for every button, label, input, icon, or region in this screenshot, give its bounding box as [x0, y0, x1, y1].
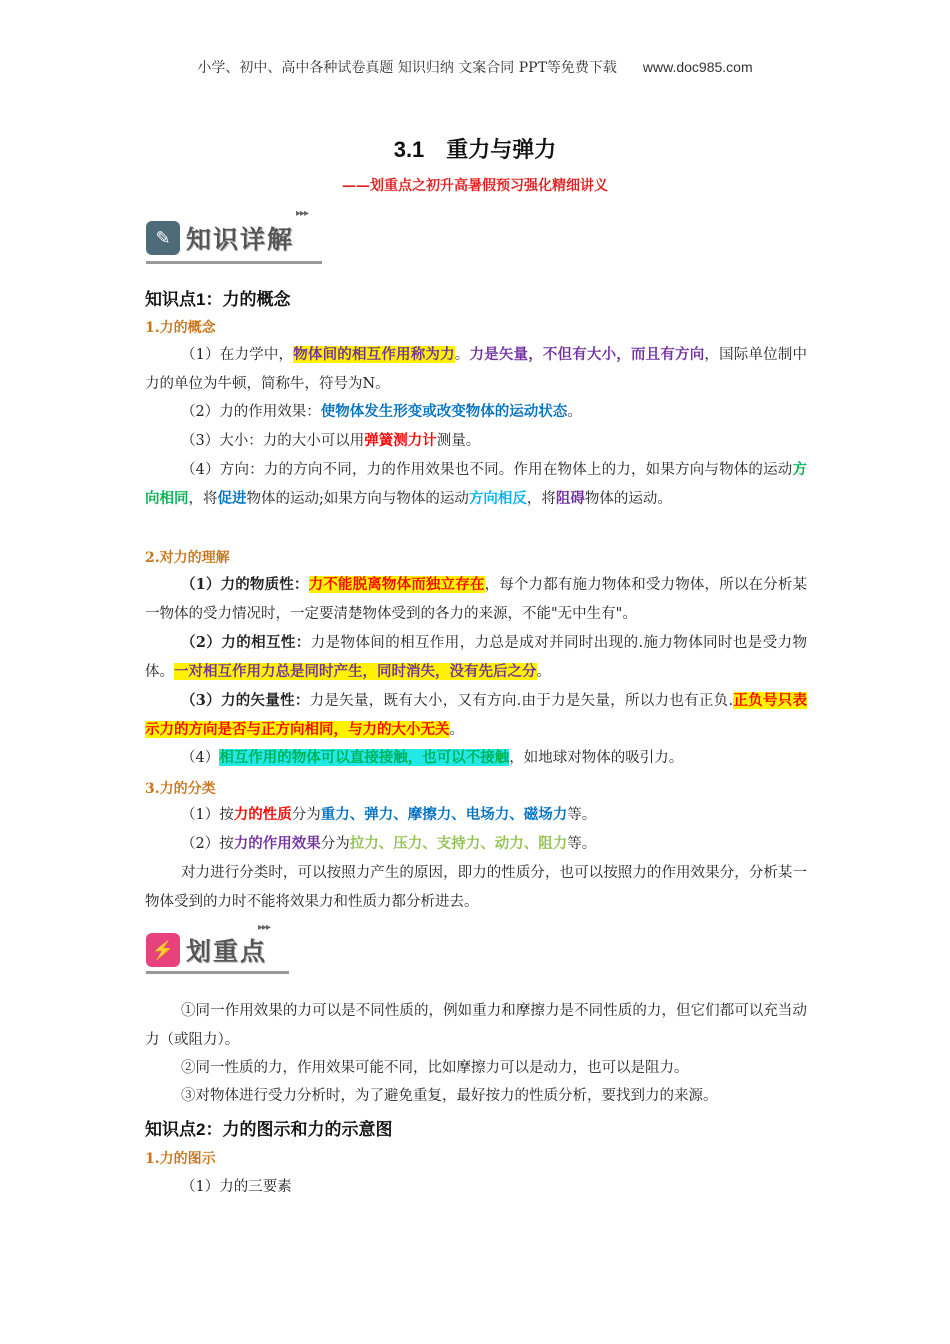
pencil-icon: ✎ [146, 221, 180, 255]
knowledge-badge [146, 208, 324, 258]
page-header [0, 57, 950, 77]
keypoint-3: ③对物体进行受力分析时，为了避免重复，最好按力的性质分析，要找到力的来源。 [181, 1088, 718, 1104]
kp1-s1-heading: 1.力的概念 [145, 320, 216, 336]
kp2-heading: 知识点2：力的图示和力的示意图 [145, 1120, 393, 1139]
kp1-s3-p1: （1）按力的性质分为重力、弹力、摩擦力、电场力、磁场力等。 [181, 806, 597, 823]
kp2-s1-heading: 1.力的图示 [145, 1151, 216, 1167]
kp1-s1-p4: （4）方向：力的方向不同，力的作用效果也不同。作用在物体上的力，如果方向与物体的运动方向相同，将促进物体的运动;如果方向与物体的运动方向相反，将阻碍物体的运动。 [145, 461, 807, 507]
keypoint-2: ②同一性质的力，作用效果可能不同，比如摩擦力可以是动力，也可以是阻力。 [181, 1060, 689, 1076]
keypoint-badge [146, 922, 291, 968]
header-site[interactable]: www.doc985.com [642, 59, 753, 75]
kp1-s1-p2: （2）力的作用效果：使物体发生形变或改变物体的运动状态。 [181, 403, 582, 420]
badge-underline [146, 261, 322, 264]
badge-underline [146, 971, 289, 974]
kp1-s2-p1: （1）力的物质性：力不能脱离物体而独立存在，每个力都有施力物体和受力物体，所以在分析某一物体的受力情况时，一定要清楚物体受到的各力的来源，不能"无中生有"。 [145, 576, 808, 622]
page-subtitle: ——划重点之初升高暑假预习强化精细讲义 [342, 178, 608, 194]
kp2-p1: （1）力的三要素 [181, 1179, 292, 1195]
kp1-s3-p2: （2）按力的作用效果分为拉力、压力、支持力、动力、阻力等。 [181, 835, 597, 852]
kp1-s1-p3: （3）大小：力的大小可以用弹簧测力计测量。 [181, 432, 481, 449]
kp1-heading: 知识点1：力的概念 [145, 290, 291, 309]
header-text: 小学、初中、高中各种试卷真题 知识归纳 文案合同 PPT等免费下载 [197, 60, 617, 76]
arrows-icon: ▸▸▸ [296, 208, 309, 219]
keypoint-badge-label: 划重点 [186, 937, 268, 966]
lightning-icon: ⚡ [146, 933, 180, 967]
keypoint-1: ①同一作用效果的力可以是不同性质的，例如重力和摩擦力是不同性质的力，但它们都可以充当动力（或阻力）。 [145, 1003, 807, 1048]
knowledge-badge-label: 知识详解 [186, 225, 295, 254]
kp1-s3-p3: 对力进行分类时，可以按照力产生的原因，即力的性质分，也可以按照力的作用效果分，分析某一物体受到的力时不能将效果力和性质力都分析进去。 [145, 865, 807, 910]
kp1-s3-heading: 3.力的分类 [145, 781, 216, 797]
kp1-s2-p4: （4）相互作用的物体可以直接接触，也可以不接触，如地球对物体的吸引力。 [181, 749, 684, 766]
kp1-s2-p2: （2）力的相互性：力是物体间的相互作用，力总是成对并同时出现的.施力物体同时也是受力物体。一对相互作用力总是同时产生，同时消失，没有先后之分。 [145, 634, 808, 680]
page-title: 3.1 重力与弹力 [393, 137, 557, 162]
kp1-s1-p1: （1）在力学中，物体间的相互作用称为力。力是矢量，不但有大小，而且有方向，国际单位制中力的单位为牛顿，简称牛，符号为N。 [145, 346, 808, 392]
arrows-icon: ▸▸▸ [258, 922, 271, 933]
kp1-s2-heading: 2.对力的理解 [145, 550, 230, 566]
kp1-s2-p3: （3）力的矢量性：力是矢量，既有大小，又有方向.由于力是矢量，所以力也有正负.正负号只表示力的方向是否与正方向相同，与力的大小无关。 [145, 692, 807, 738]
